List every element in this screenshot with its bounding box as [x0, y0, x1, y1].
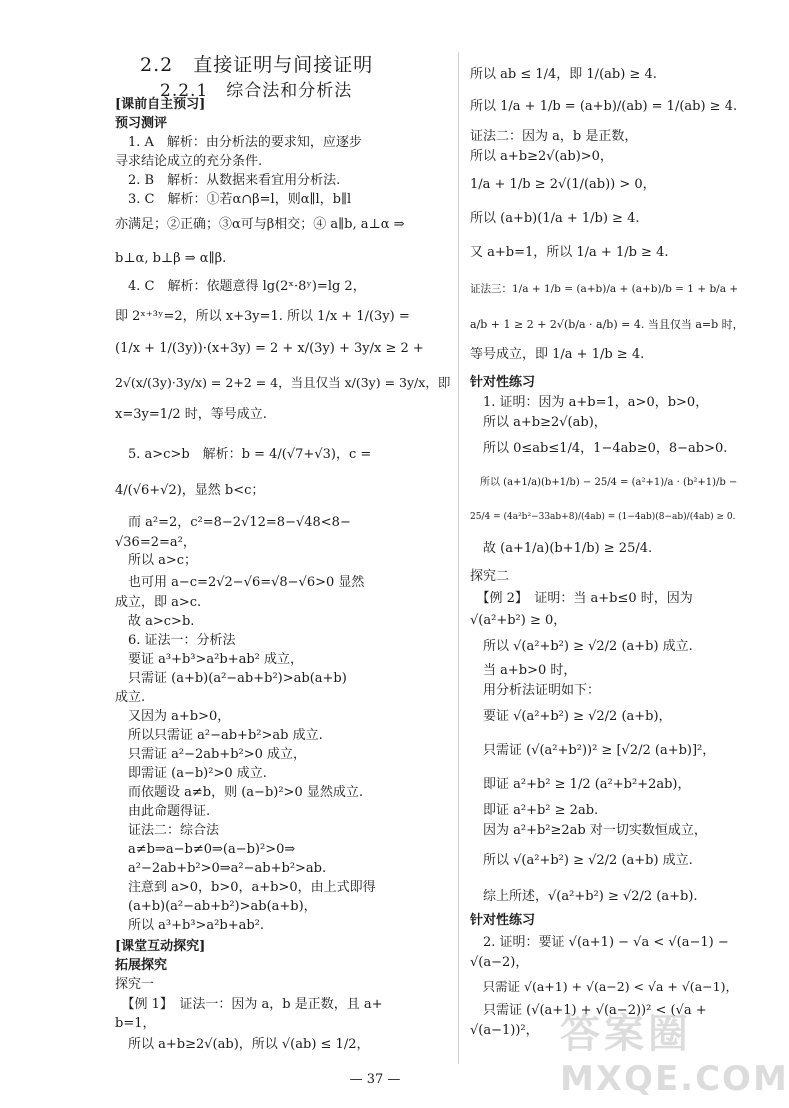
text-line: (1/x + 1/(3y))·(x+3y) = 2 + x/(3y) + 3y/x ≥ 2 + [115, 341, 424, 356]
text-line: 即 2ˣ⁺³ʸ=2，所以 x+3y=1. 所以 1/x + 1/(3y) = [115, 309, 410, 324]
text-line: a²−2ab+b²>0⇒a²−ab+b²>ab. [115, 861, 327, 876]
text-line: 所以 √(a²+b²) ≥ √2/2 (a+b) 成立. [470, 853, 693, 868]
text-line: 成立. [115, 690, 146, 705]
text-line: 而 a²=2，c²=8−2√12=8−√48<8− [115, 515, 351, 530]
watermark-logo [560, 1002, 789, 1102]
text-line: (a+b)(a²−ab+b²)>ab(a+b)， [115, 899, 317, 914]
text-line: √36=2=a²， [115, 535, 196, 550]
text-line: 4/(√6+√2)，显然 b<c； [115, 483, 265, 498]
text-line: [课前自主预习] [115, 97, 206, 112]
text-line: 1. A 解析：由分析法的要求知，应逐步 [115, 135, 362, 150]
text-line: 【例 1】 证法一：因为 a，b 是正数，且 a+ [115, 997, 383, 1012]
text-line: 只需证 a²−2ab+b²>0 成立， [115, 747, 307, 762]
text-line: 故 a>c>b. [115, 614, 195, 629]
text-line: 所以 a³+b³>a²b+ab². [115, 918, 265, 933]
text-line: 所以 a>c； [115, 553, 198, 568]
text-line: a≠b⇒a−b≠0⇒(a−b)²>0⇒ [115, 842, 296, 857]
text-line: 只需证 (√(a²+b²))² ≥ [√2/2 (a+b)]²， [470, 743, 716, 758]
text-line: 即需证 (a−b)²>0 成立. [115, 766, 267, 781]
text-line: a/b + 1 ≥ 2 + 2√(b/a · a/b) = 4. 当且仅当 a=b 时， [470, 318, 744, 331]
text-line: b⊥α, b⊥β ⇒ α∥β. [115, 251, 227, 266]
text-line: 1. 证明：因为 a+b=1，a>0，b>0， [470, 395, 709, 410]
text-line: 2√(x/(3y)·3y/x) = 2+2 = 4，当且仅当 x/(3y) = 3y/x，即 [115, 375, 451, 390]
text-line: 所以 (a+b)(1/a + 1/b) ≥ 4. [470, 211, 640, 226]
right-column [470, 0, 746, 1060]
text-line: 证法二：综合法 [115, 823, 220, 838]
text-line: 只需证 (a+b)(a²−ab+b²)>ab(a+b) [115, 671, 347, 686]
text-line: 只需证 √(a+1) + √(a−2) < √a + √(a−1)， [470, 979, 738, 994]
text-line: b=1， [115, 1016, 156, 1031]
watermark-top-text: 答案圈 [560, 1011, 692, 1057]
text-line: √(a−1))²， [470, 1023, 539, 1038]
column-divider [458, 52, 459, 1064]
text-line: 因为 a²+b²≥2ab 对一切实数恒成立， [470, 823, 707, 838]
watermark-bottom-text: MXQE.COM [560, 1059, 789, 1099]
text-line: 等号成立，即 1/a + 1/b ≥ 4. [470, 347, 645, 362]
text-line: 综上所述，√(a²+b²) ≥ √2/2 (a+b). [470, 889, 698, 904]
text-line: 2. 证明：要证 √(a+1) − √a < √(a−1) − [470, 935, 729, 950]
text-line: [课堂互动探究] [115, 939, 206, 954]
text-line: 而依题设 a≠b，则 (a−b)²>0 显然成立. [115, 785, 363, 800]
text-line: 即证 a²+b² ≥ 2ab. [470, 803, 599, 818]
text-line: 探究二 [470, 569, 510, 584]
text-line: x=3y=1/2 时，等号成立. [115, 407, 267, 422]
text-line: 所以 a+b≥2√(ab)>0， [470, 149, 613, 164]
text-line: 又 a+b=1，所以 1/a + 1/b ≥ 4. [470, 245, 669, 260]
text-line: 1/a + 1/b ≥ 2√(1/(ab)) > 0， [470, 177, 656, 192]
text-line: 所以 1/a + 1/b = (a+b)/(ab) = 1/(ab) ≥ 4. [470, 99, 738, 114]
text-line: 只需证 (√(a+1) + √(a−2))² < (√a + [470, 1003, 707, 1018]
text-line: 证法二：因为 a，b 是正数， [470, 129, 638, 144]
text-line: 也可用 a−c=2√2−√6=√8−√6>0 显然 [115, 575, 365, 590]
text-line: 预习测评 [115, 116, 168, 131]
text-line: 证法三：1/a + 1/b = (a+b)/a + (a+b)/b = 1 + b/a + [470, 283, 739, 295]
text-line: 所以 √(a²+b²) ≥ √2/2 (a+b) 成立. [470, 639, 693, 654]
text-line: 成立，即 a>c. [115, 595, 202, 610]
section-title: 2.2 直接证明与间接证明 [140, 54, 374, 76]
text-line: √(a²+b²) ≥ 0， [470, 613, 567, 628]
text-line: 25/4 = (4a²b²−33ab+8)/(4ab) = (1−4ab)(8−ab)/(4ab) ≥ 0. [470, 512, 736, 522]
text-line: 故 (a+1/a)(b+1/b) ≥ 25/4. [470, 541, 653, 556]
text-line: 注意到 a>0，b>0，a+b>0，由上式即得 [115, 880, 376, 895]
text-line: 6. 证法一：分析法 [115, 633, 236, 648]
text-line: 所以 ab ≤ 1/4，即 1/(ab) ≥ 4. [470, 67, 657, 82]
text-line: 寻求结论成立的充分条件. [115, 154, 263, 169]
left-column [115, 0, 450, 1060]
text-line: 拓展探究 [115, 958, 168, 973]
subsection-title: 2.2.1 综合法和分析法 [160, 81, 353, 101]
text-line: 针对性练习 [470, 913, 536, 928]
text-line: 当 a+b>0 时， [470, 663, 577, 678]
text-line: 所以只需证 a²−ab+b²>ab 成立. [115, 728, 323, 743]
text-line: √(a−2)， [470, 955, 529, 970]
text-line: 所以 a+b≥2√(ab)， [470, 415, 607, 430]
text-line: 所以 a+b≥2√(ab)，所以 √(ab) ≤ 1/2， [115, 1037, 370, 1052]
text-line: 3. C 解析：①若α∩β=l，则α∥l，b∥l [115, 192, 352, 207]
text-line: 探究一 [115, 977, 155, 992]
text-line: 由此命题得证. [115, 804, 211, 819]
text-line: 4. C 解析：依题意得 lg(2ˣ·8ʸ)=lg 2， [115, 279, 366, 294]
text-line: 5. a>c>b 解析：b = 4/(√7+√3)，c = [115, 447, 372, 462]
text-line: 亦满足；②正确；③α可与β相交；④ a∥b, a⊥α ⇒ [115, 217, 405, 232]
text-line: 【例 2】 证明：当 a+b≤0 时，因为 [470, 591, 693, 606]
page-number: — 37 — [349, 1072, 401, 1087]
text-line: 用分析法证明如下： [470, 683, 601, 698]
text-line: 所以 (a+1/a)(b+1/b) − 25/4 = (a²+1)/a · (b²+1)/b − [470, 477, 738, 488]
text-line: 要证 a³+b³>a²b+ab² 成立， [115, 652, 304, 667]
text-line: 即证 a²+b² ≥ 1/2 (a²+b²+2ab)， [470, 777, 691, 792]
text-line: 针对性练习 [470, 375, 536, 390]
text-line: 要证 √(a²+b²) ≥ √2/2 (a+b)， [470, 709, 672, 724]
text-line: 又因为 a+b>0， [115, 709, 231, 724]
text-line: 2. B 解析：从数据来看宜用分析法. [115, 173, 341, 188]
text-line: 所以 0≤ab≤1/4，1−4ab≥0，8−ab>0. [470, 441, 728, 456]
